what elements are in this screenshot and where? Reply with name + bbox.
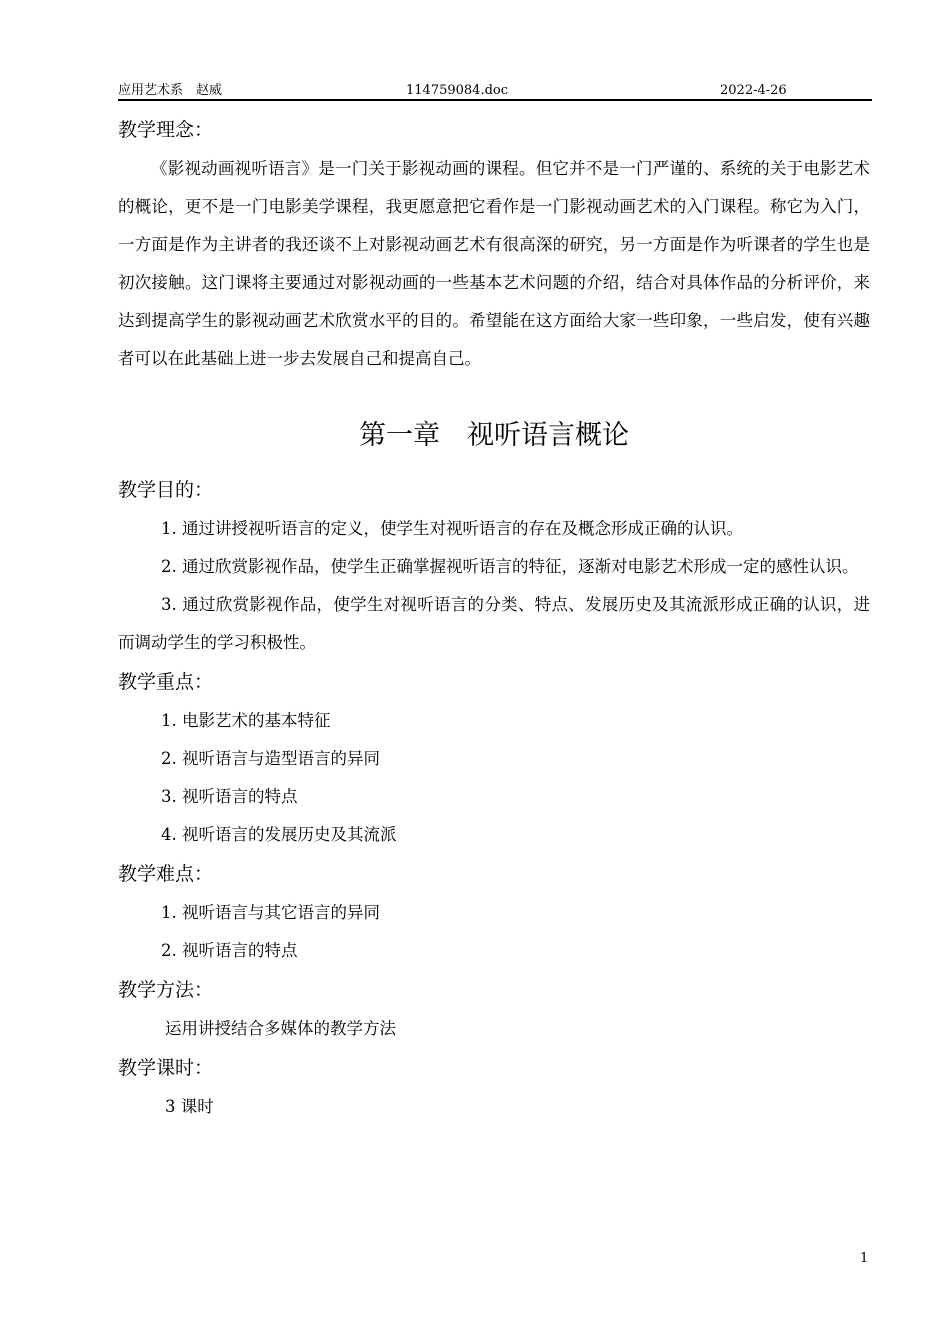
difficulties-heading: 教学难点： — [118, 863, 214, 885]
objective-item-1: 1. 通过讲授视听语言的定义，使学生对视听语言的存在及概念形成正确的认识。 — [161, 519, 743, 538]
difficulty-item-1: 1. 视听语言与其它语言的异同 — [161, 903, 380, 922]
key-point-item-1: 1. 电影艺术的基本特征 — [161, 711, 331, 730]
difficulty-item-2: 2. 视听语言的特点 — [161, 941, 298, 960]
key-point-item-3: 3. 视听语言的特点 — [161, 787, 298, 806]
methods-heading: 教学方法： — [118, 979, 214, 1001]
philosophy-paragraph: 《影视动画视听语言》是一门关于影视动画的课程。但它并不是一门严谨的、系统的关于电影艺术的概论，更不是一门电影美学课程，我更愿意把它看作是一门影视动画艺术的入门课程。称它为入门，一方面是作为主讲者的我还谈不上对影视动画艺术有很高深的研究，另一方面是作为听课者的学生也是初次接触。这门课将主要通过对影视动画的一些基本艺术问题的介绍，结合对具体作品的分析评价，来达到提高学生的影视动画艺术欣赏水平的目的。希望能在这方面给大家一些印象，一些启发，使有兴趣者可以在此基础上进一步去发展自己和提高自己。 — [118, 159, 870, 368]
header-filename: 114759084.doc — [406, 83, 509, 98]
objectives-heading: 教学目的： — [118, 479, 214, 501]
objective-item-2: 2. 通过欣赏影视作品，使学生正确掌握视听语言的特征，逐渐对电影艺术形成一定的感性认识。 — [161, 557, 859, 576]
key-point-item-2: 2. 视听语言与造型语言的异同 — [161, 749, 380, 768]
objective-item-3: 3. 通过欣赏影视作品，使学生对视听语言的分类、特点、发展历史及其流派形成正确的认识，进而调动学生的学习积极性。 — [118, 595, 870, 652]
hours-text: 3 课时 — [165, 1097, 214, 1116]
header-rule — [118, 99, 872, 101]
hours-heading: 教学课时： — [118, 1057, 214, 1079]
header-date: 2022-4-26 — [720, 83, 787, 98]
philosophy-heading: 教学理念： — [118, 119, 214, 141]
page-content — [118, 110, 870, 1126]
key-point-item-4: 4. 视听语言的发展历史及其流派 — [161, 825, 397, 844]
header-department-author: 应用艺术系 赵威 — [118, 83, 223, 98]
page-header — [118, 82, 871, 100]
key-points-heading: 教学重点： — [118, 671, 214, 693]
methods-text: 运用讲授结合多媒体的教学方法 — [165, 1019, 396, 1038]
page-number: 1 — [860, 1251, 869, 1266]
chapter-title: 第一章 视听语言概论 — [359, 420, 629, 451]
